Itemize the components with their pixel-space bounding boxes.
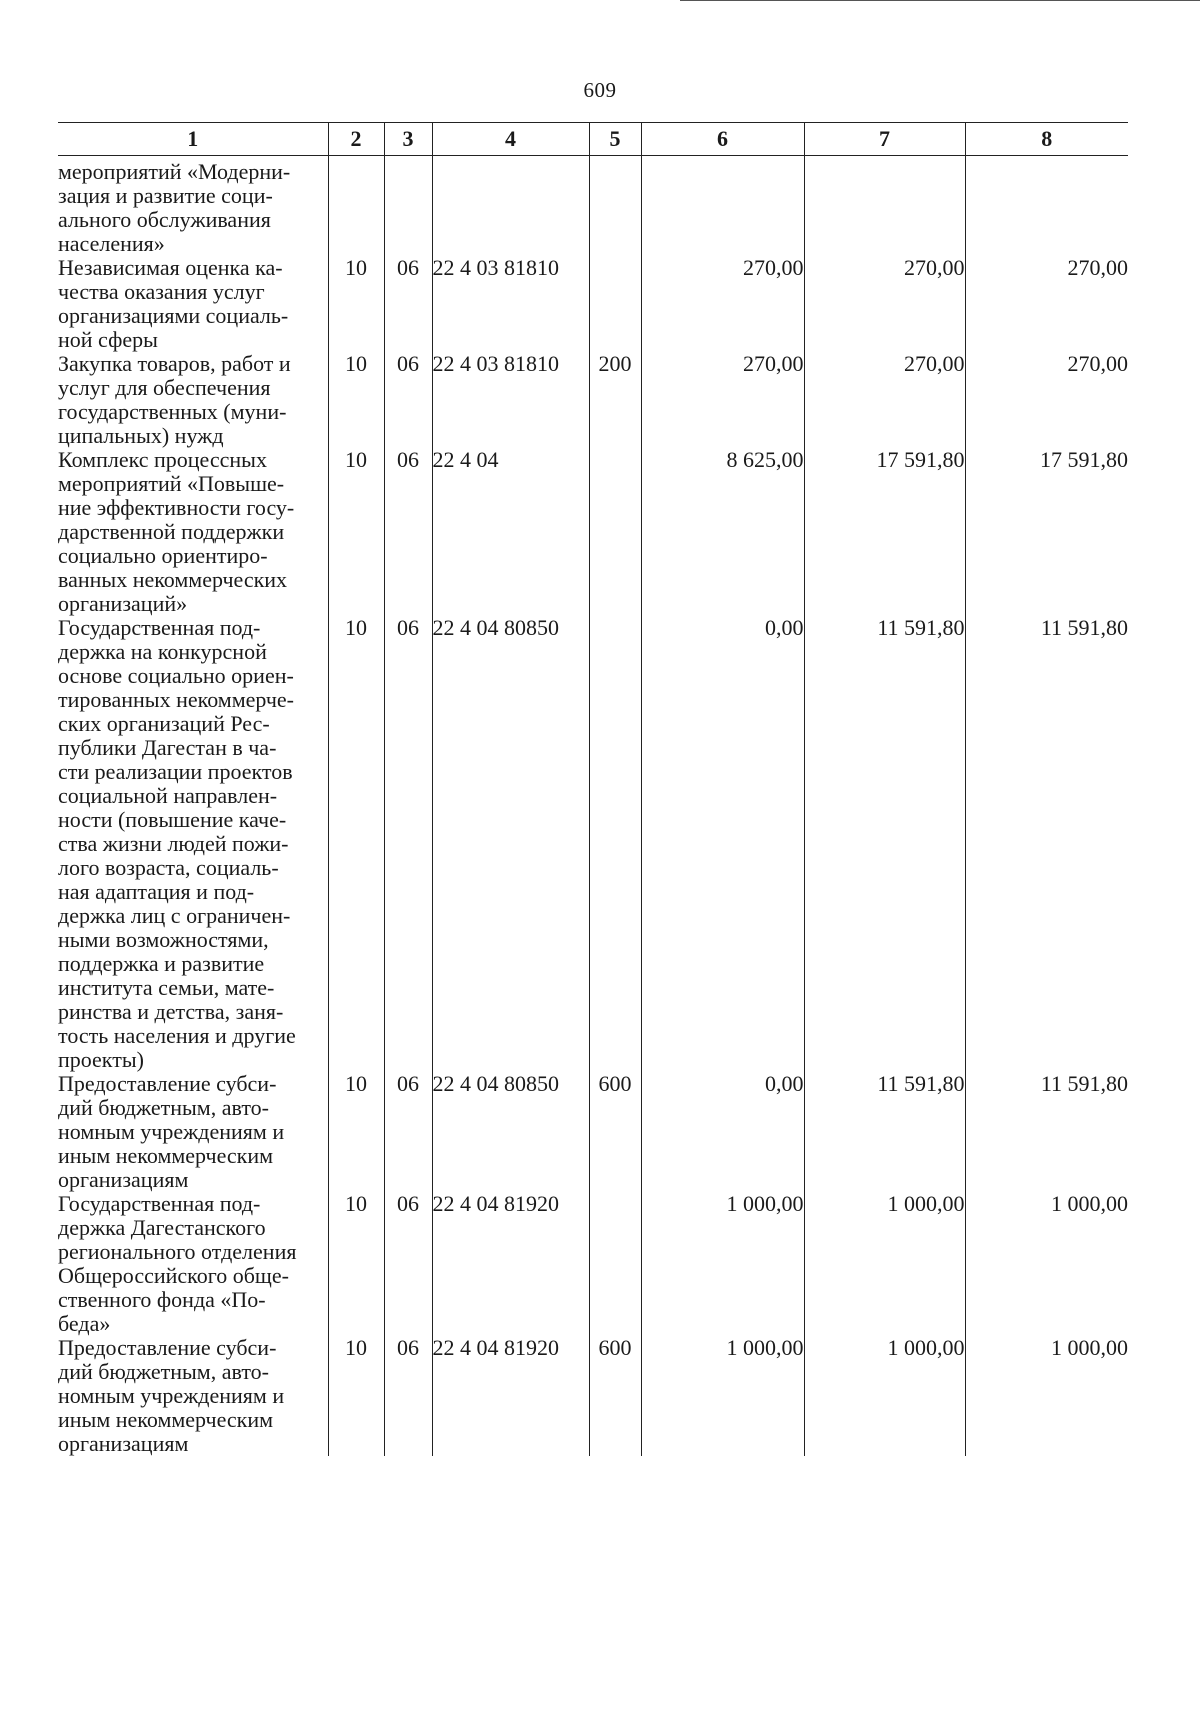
row-amount-col6: 0,00 — [641, 1072, 804, 1192]
row-section: 10 — [328, 1192, 384, 1336]
row-target-article: 22 4 04 — [432, 448, 589, 616]
row-amount-col6 — [641, 156, 804, 257]
row-amount-col8 — [965, 156, 1128, 257]
row-expense-type — [589, 1192, 641, 1336]
row-amount-col7: 1 000,00 — [804, 1192, 965, 1336]
row-subsection: 06 — [384, 1192, 432, 1336]
table-header — [58, 123, 1128, 156]
header-col-6: 6 — [641, 123, 804, 156]
table-row — [58, 1192, 1128, 1336]
budget-table — [58, 122, 1128, 1456]
row-name: Предоставление субси- дий бюджетным, авто- номным учреждениям и иным некоммерческим организациям — [58, 1071, 285, 1192]
row-amount-col7 — [804, 156, 965, 257]
row-amount-col6: 8 625,00 — [641, 448, 804, 616]
row-amount-col8: 1 000,00 — [965, 1336, 1128, 1456]
row-subsection: 06 — [384, 616, 432, 1072]
header-col-5: 5 — [589, 123, 641, 156]
header-col-2: 2 — [328, 123, 384, 156]
row-expense-type: 200 — [589, 352, 641, 448]
header-col-4: 4 — [432, 123, 589, 156]
row-section: 10 — [328, 352, 384, 448]
row-name: Комплекс процессных мероприятий «Повыше- ние эффективности госу- дарственной поддержки социально ориентиро- ванных некоммерческих организаций» — [58, 447, 295, 616]
page-number: 609 — [583, 78, 617, 102]
row-subsection: 06 — [384, 256, 432, 352]
row-amount-col6: 0,00 — [641, 616, 804, 1072]
row-target-article: 22 4 03 81810 — [432, 256, 589, 352]
row-target-article: 22 4 04 80850 — [432, 616, 589, 1072]
row-subsection: 06 — [384, 1336, 432, 1456]
row-expense-type: 600 — [589, 1072, 641, 1192]
table-row — [58, 616, 1128, 1072]
row-amount-col8: 11 591,80 — [965, 616, 1128, 1072]
row-amount-col6: 270,00 — [641, 352, 804, 448]
row-amount-col8: 270,00 — [965, 256, 1128, 352]
row-amount-col7: 1 000,00 — [804, 1336, 965, 1456]
row-amount-col7: 270,00 — [804, 352, 965, 448]
row-target-article: 22 4 04 81920 — [432, 1336, 589, 1456]
row-expense-type — [589, 448, 641, 616]
row-amount-col7: 11 591,80 — [804, 1072, 965, 1192]
row-subsection — [384, 156, 432, 257]
row-target-article: 22 4 04 81920 — [432, 1192, 589, 1336]
row-subsection: 06 — [384, 1072, 432, 1192]
row-target-article: 22 4 04 80850 — [432, 1072, 589, 1192]
row-name: Предоставление субси- дий бюджетным, авто- номным учреждениям и иным некоммерческим организациям — [58, 1335, 285, 1456]
row-section — [328, 156, 384, 257]
table-row — [58, 352, 1128, 448]
row-expense-type: 600 — [589, 1336, 641, 1456]
header-col-7: 7 — [804, 123, 965, 156]
row-amount-col8: 1 000,00 — [965, 1192, 1128, 1336]
row-name: Государственная под- держка Дагестанского регионального отделения Общероссийского обще- ственного фонда «По- беда» — [58, 1191, 297, 1336]
table-body — [58, 156, 1128, 1457]
row-amount-col7: 17 591,80 — [804, 448, 965, 616]
top-rule — [680, 0, 1200, 1]
header-row — [58, 123, 1128, 156]
header-col-3: 3 — [384, 123, 432, 156]
row-name: Закупка товаров, работ и услуг для обеспечения государственных (муни- ципальных) нужд — [58, 351, 291, 448]
row-amount-col8: 11 591,80 — [965, 1072, 1128, 1192]
header-col-1: 1 — [58, 123, 328, 156]
row-name: Независимая оценка ка- чества оказания услуг организациями социаль- ной сферы — [58, 255, 289, 352]
row-expense-type — [589, 616, 641, 1072]
row-target-article: 22 4 03 81810 — [432, 352, 589, 448]
row-amount-col6: 1 000,00 — [641, 1336, 804, 1456]
row-amount-col7: 11 591,80 — [804, 616, 965, 1072]
table-row — [58, 448, 1128, 616]
row-expense-type — [589, 156, 641, 257]
row-amount-col8: 270,00 — [965, 352, 1128, 448]
row-amount-col8: 17 591,80 — [965, 448, 1128, 616]
row-name: Государственная под- держка на конкурсной основе социально ориен- тированных некоммерче- ских организаций Рес- публики Дагестан в ча- сти реализации проектов социальной направлен- ности (повышение каче- ства жизни людей пожи- лого возраста, социаль- ная адаптация и под- держка лиц с ограничен- ными возможностями, поддержка и развитие института семьи, мате- ринства и детства, заня- тость населения и другие проекты) — [58, 615, 296, 1072]
table-row — [58, 156, 1128, 257]
row-section: 10 — [328, 448, 384, 616]
row-section: 10 — [328, 1072, 384, 1192]
row-expense-type — [589, 256, 641, 352]
table-row — [58, 1072, 1128, 1192]
row-name: мероприятий «Модерни- зация и развитие соци- ального обслуживания населения» — [58, 159, 291, 256]
table-row — [58, 256, 1128, 352]
row-section: 10 — [328, 256, 384, 352]
table-row — [58, 1336, 1128, 1456]
row-subsection: 06 — [384, 352, 432, 448]
row-section: 10 — [328, 1336, 384, 1456]
row-target-article — [432, 156, 589, 257]
header-col-8: 8 — [965, 123, 1128, 156]
row-amount-col6: 1 000,00 — [641, 1192, 804, 1336]
row-amount-col6: 270,00 — [641, 256, 804, 352]
row-section: 10 — [328, 616, 384, 1072]
row-amount-col7: 270,00 — [804, 256, 965, 352]
row-subsection: 06 — [384, 448, 432, 616]
